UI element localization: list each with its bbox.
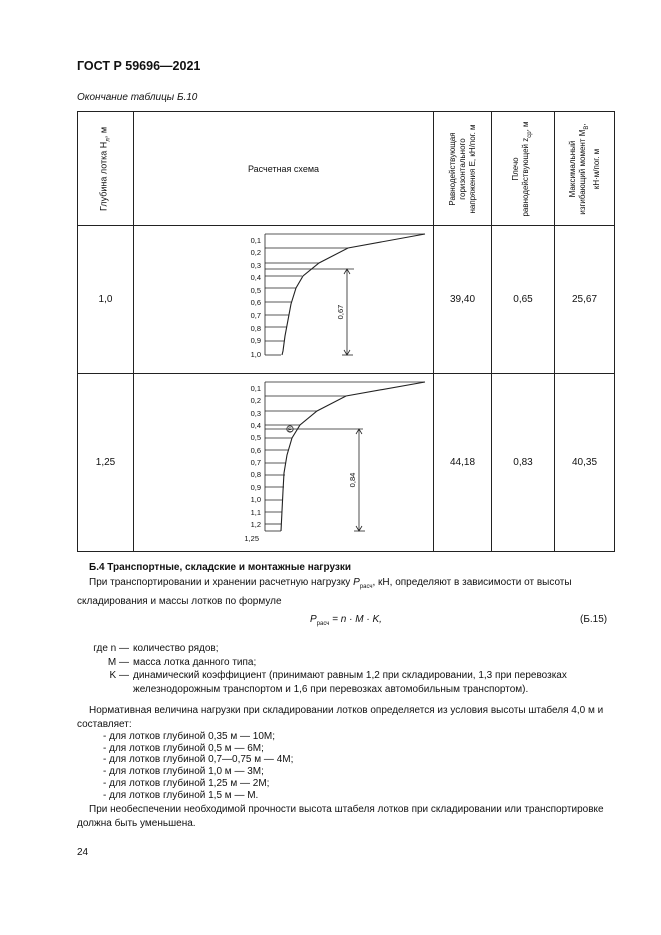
tick-label: 0,8	[250, 324, 261, 333]
tick-label: 0,2	[250, 396, 261, 405]
pressure-diagram	[134, 374, 434, 548]
list-item: - для лотков глубиной 0,35 м — 10M;	[103, 731, 276, 742]
row-force: 44,18	[434, 374, 492, 552]
row-depth: 1,25	[78, 374, 134, 552]
row-arm: 0,83	[492, 374, 555, 552]
definition-row: где n — количество рядов;	[93, 643, 219, 654]
tick-label: 0,4	[250, 421, 261, 430]
pressure-curve	[281, 382, 425, 531]
header-moment: Максимальный изгибающий момент $M_В$, кН·м/пог. м	[555, 112, 615, 226]
tick-label: 1,1	[250, 508, 261, 517]
list-item: - для лотков глубиной 0,7—0,75 м — 4M;	[103, 754, 294, 766]
tick-label: 0,3	[250, 409, 261, 418]
table-caption: Окончание таблицы Б.10	[77, 92, 198, 103]
dimension-label: 0,84	[348, 472, 357, 488]
tick-label: 1,25	[244, 534, 259, 543]
row-arm: 0,65	[492, 226, 555, 374]
norm-paragraph: Нормативная величина нагрузки при складировании лотков определяется из условия высоты штабеля 4,0 м и составляет:	[77, 705, 604, 730]
tick-label: 0,1	[250, 236, 261, 245]
row-moment: 25,67	[555, 226, 615, 374]
tick-label: 0,3	[250, 261, 261, 270]
tick-label: 0,7	[250, 458, 261, 467]
definition-row: M — масса лотка данного типа;	[107, 656, 257, 668]
bullet-list	[103, 731, 293, 801]
definitions-list	[77, 642, 611, 696]
tick-label: 0,7	[250, 311, 261, 320]
resultant-marker-label: E	[288, 427, 292, 434]
tick-label: 1,2	[250, 520, 261, 529]
row-moment: 40,35	[555, 374, 615, 552]
tick-label: 0,9	[250, 336, 261, 345]
header-depth: Глубина лотка $H_л$, м	[78, 112, 134, 226]
table-row	[78, 226, 615, 374]
row-scheme	[134, 374, 434, 552]
formula: $P_{расч} = n \cdot M \cdot K$,	[310, 614, 382, 627]
tick-label: 0,4	[250, 273, 261, 282]
document-header: ГОСТ Р 59696—2021	[77, 59, 201, 73]
tick-label: 0,5	[250, 286, 261, 295]
tick-label: 0,9	[250, 483, 261, 492]
tick-label: 0,6	[250, 298, 261, 307]
pressure-curve	[282, 234, 425, 355]
section-title: Б.4 Транспортные, складские и монтажные нагрузки	[89, 562, 352, 573]
row-depth: 1,0	[78, 226, 134, 374]
tick-label: 1,0	[250, 350, 261, 359]
tick-label: 0,5	[250, 433, 261, 442]
tick-label: 0,8	[250, 470, 261, 479]
table-header-row	[78, 112, 615, 226]
list-item: - для лотков глубиной 1,25 м — 2M;	[103, 777, 270, 789]
row-force: 39,40	[434, 226, 492, 374]
tick-label: 0,2	[250, 248, 261, 257]
table-row	[78, 374, 615, 552]
list-item: - для лотков глубиной 1,5 м — M.	[103, 789, 259, 801]
dimension-label: 0,67	[336, 304, 345, 320]
header-arm: Плечо равнодействующей $z_{ср}$, м	[492, 112, 555, 226]
definition-row: K — динамический коэффициент (принимают равным 1,2 при складировании, 1,3 при перевозках железнодорожным транспортом и 1,6 при перевозках автомобильным транспортом).	[109, 670, 567, 695]
pressure-diagram	[134, 226, 434, 370]
closing-paragraph: При необеспечении необходимой прочности высота штабеля лотков при складировании или транспортировке должна быть уменьшена.	[77, 804, 604, 829]
header-scheme: Расчетная схема	[134, 112, 434, 226]
tick-label: 0,6	[250, 446, 261, 455]
header-force: Равнодействующая горизонтального напряжения E, кН/пог. м	[434, 112, 492, 226]
page-number: 24	[77, 847, 89, 858]
intro-paragraph: При транспортировании и хранении расчетную нагрузку $P_{расч}$, кН, определяют в зависимости от высоты складирования и массы лотков по формуле	[77, 577, 572, 607]
row-scheme	[134, 226, 434, 374]
list-item: - для лотков глубиной 1,0 м — 3M;	[103, 766, 264, 778]
tick-label: 0,1	[250, 384, 261, 393]
list-item: - для лотков глубиной 0,5 м — 6M;	[103, 742, 264, 754]
results-table	[77, 111, 615, 552]
formula-number: (Б.15)	[580, 614, 608, 625]
tick-label: 1,0	[250, 495, 261, 504]
